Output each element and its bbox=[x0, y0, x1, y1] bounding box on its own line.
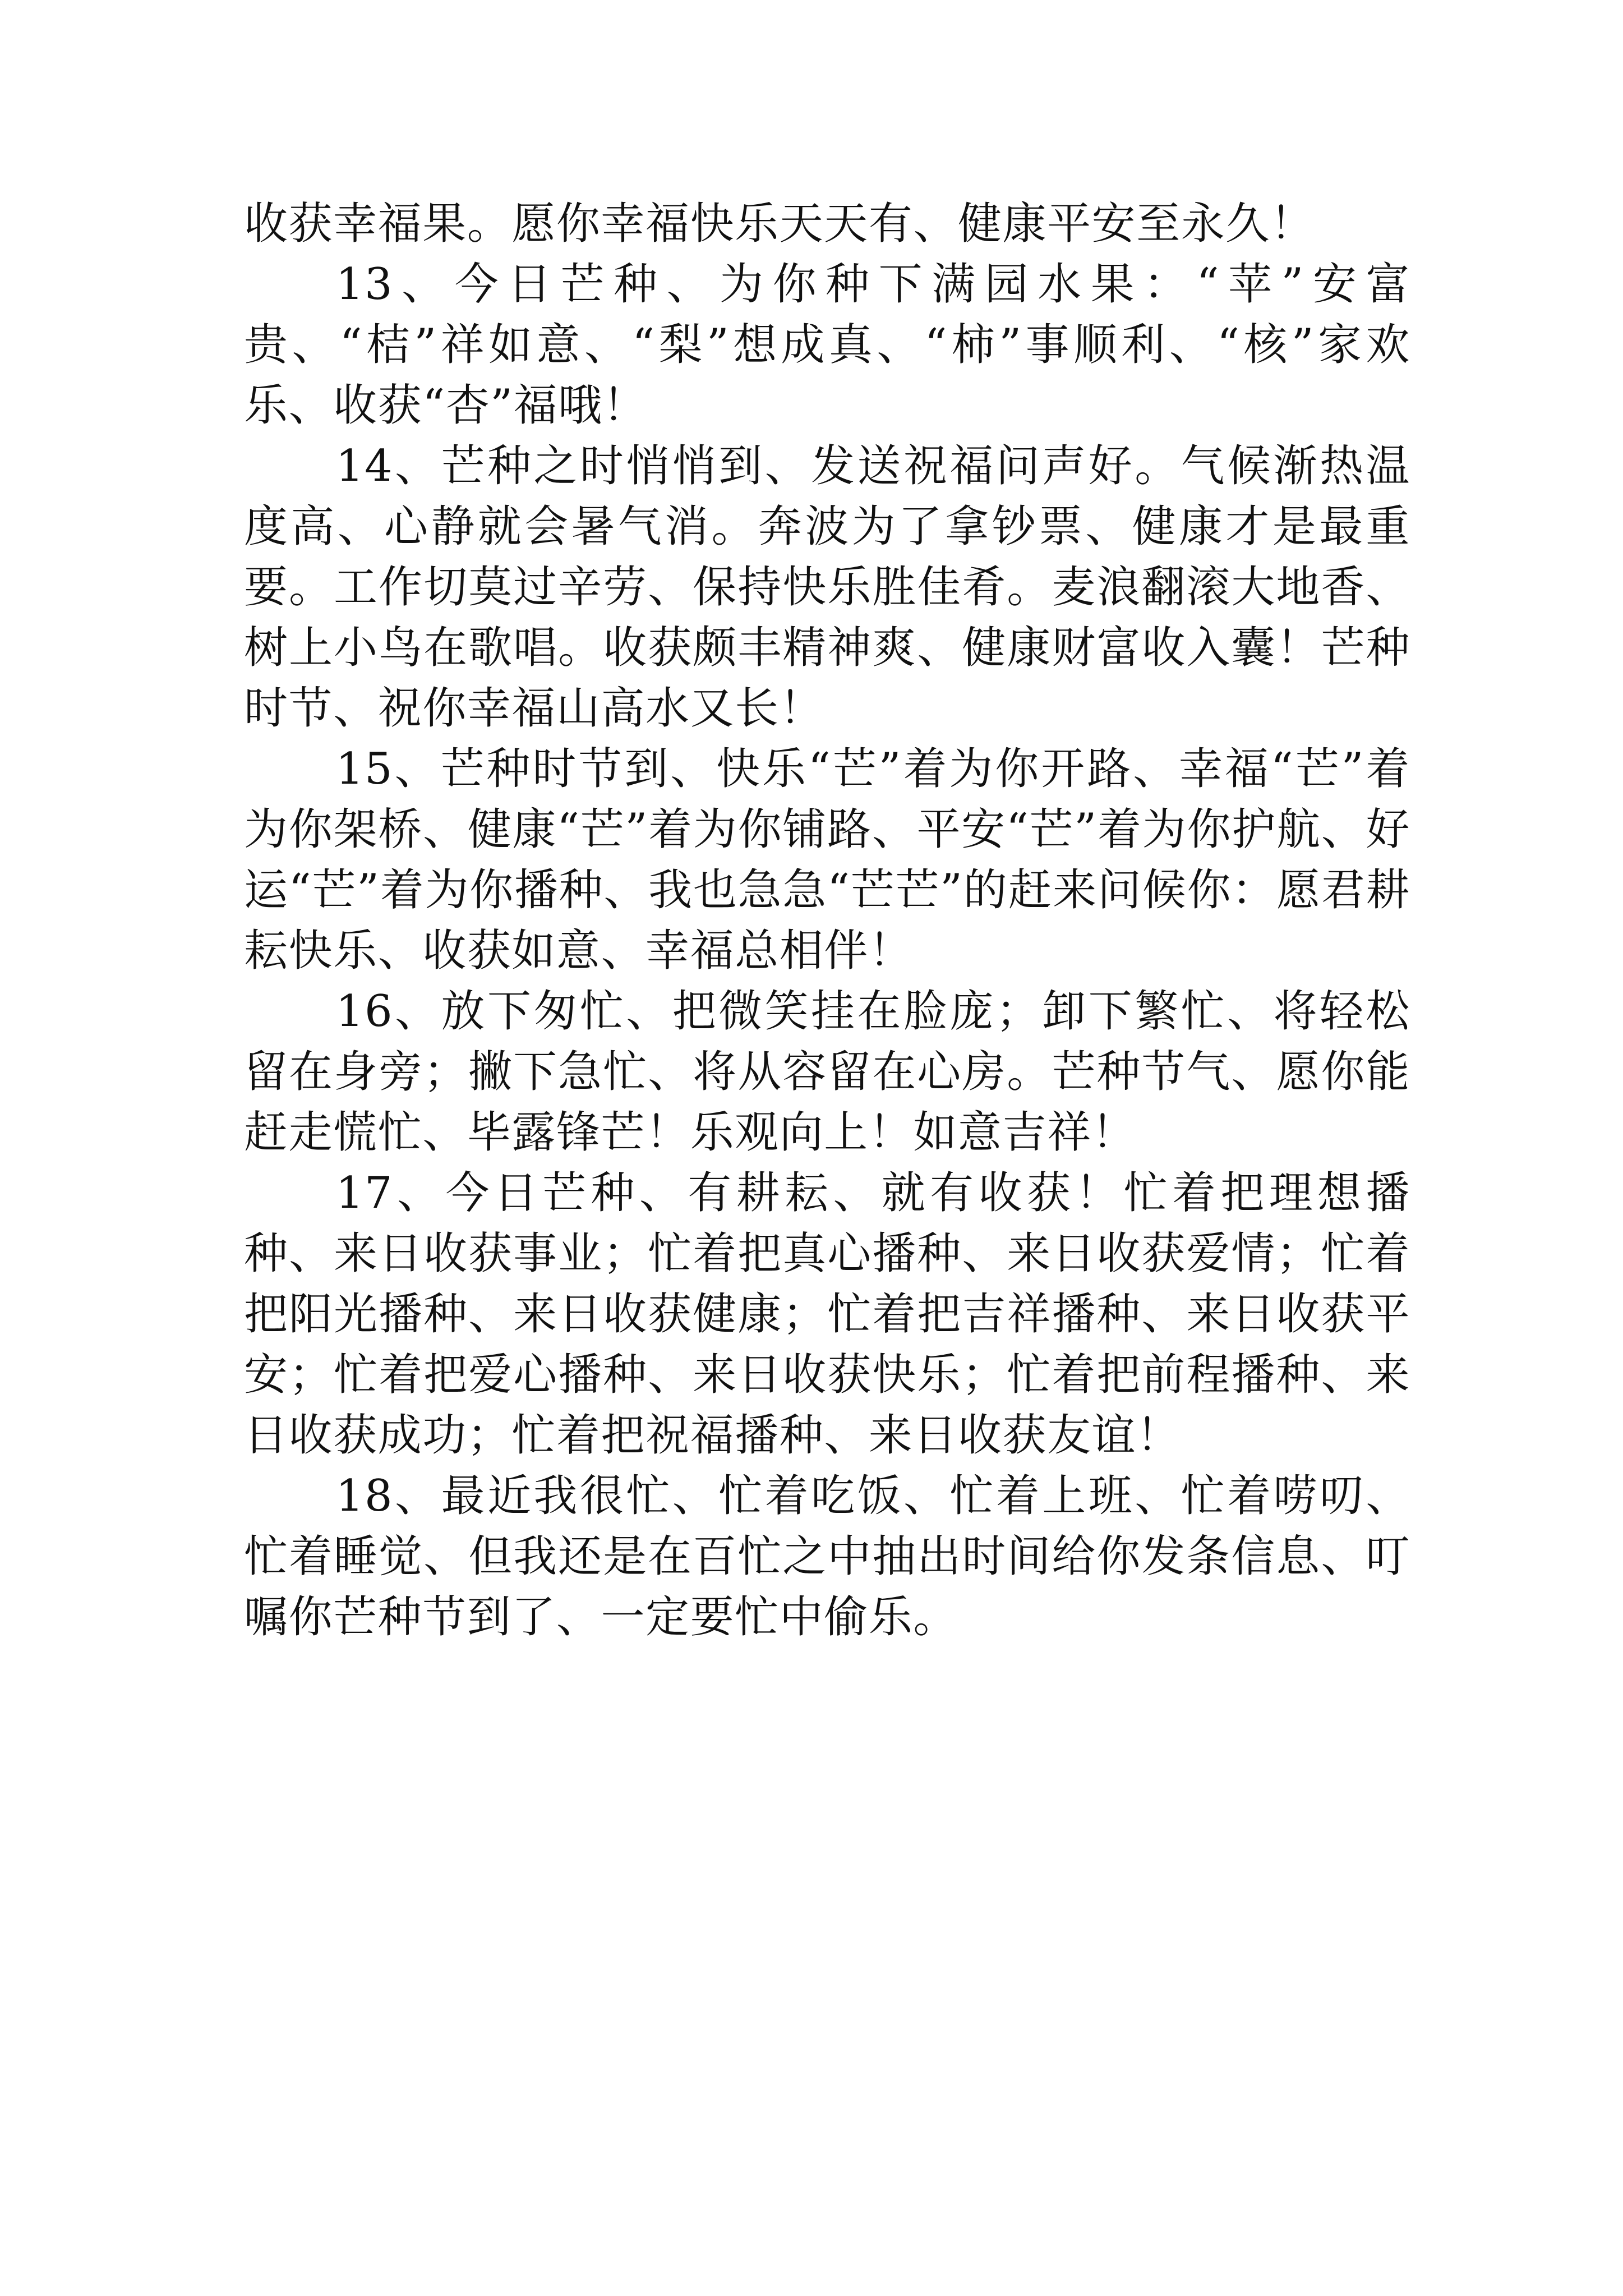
paragraph-16: 16、放下匆忙、把微笑挂在脸庞；卸下繁忙、将轻松留在身旁；撇下急忙、将从容留在心房。芒种节气、愿你能赶走慌忙、毕露锋芒！乐观向上！如意吉祥！ bbox=[244, 986, 1410, 1158]
paragraph-18: 18、最近我很忙、忙着吃饭、忙着上班、忙着唠叨、忙着睡觉、但我还是在百忙之中抽出时间给你发条信息、叮嘱你芒种节到了、一定要忙中偷乐。 bbox=[244, 1471, 1410, 1642]
paragraph-17: 17、今日芒种、有耕耘、就有收获！忙着把理想播种、来日收获事业；忙着把真心播种、来日收获爱情；忙着把阳光播种、来日收获健康；忙着把吉祥播种、来日收获平安；忙着把爱心播种、来日收获快乐；忙着把前程播种、来日收获成功；忙着把祝福播种、来日收获友谊！ bbox=[244, 1168, 1410, 1461]
document-body bbox=[244, 194, 1410, 1648]
paragraph-14: 14、芒种之时悄悄到、发送祝福问声好。气候渐热温度高、心静就会暑气消。奔波为了拿钞票、健康才是最重要。工作切莫过辛劳、保持快乐胜佳肴。麦浪翻滚大地香、树上小鸟在歌唱。收获颇丰精神爽、健康财富收入囊！芒种时节、祝你幸福山高水又长！ bbox=[244, 441, 1410, 734]
paragraph-15: 15、芒种时节到、快乐“芒”着为你开路、幸福“芒”着为你架桥、健康“芒”着为你铺路、平安“芒”着为你护航、好运“芒”着为你播种、我也急急“芒芒”的赶来问候你：愿君耕耘快乐、收获如意、幸福总相伴！ bbox=[244, 744, 1410, 976]
paragraph-continuation: 收获幸福果。愿你幸福快乐天天有、健康平安至永久！ bbox=[244, 199, 1315, 249]
paragraph-13: 13、今日芒种、为你种下满园水果：“苹”安富贵、“桔”祥如意、“梨”想成真、“柿”事顺利、“核”家欢乐、收获“杏”福哦！ bbox=[244, 259, 1410, 431]
